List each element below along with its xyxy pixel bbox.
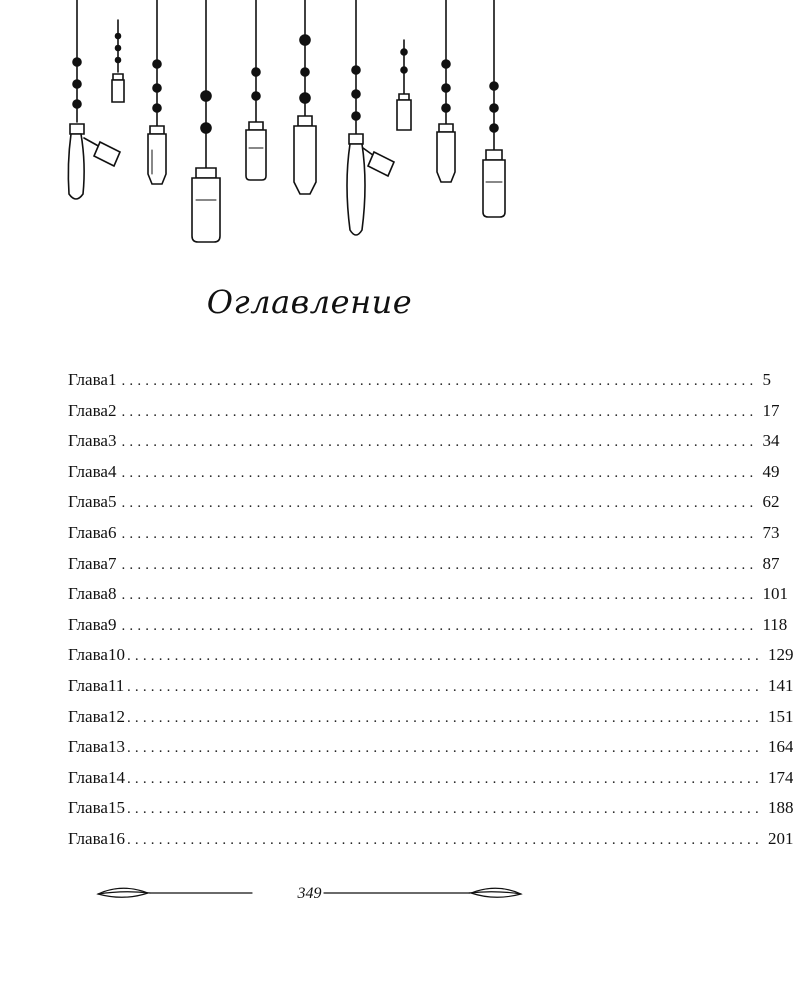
toc-chapter-number: 2 — [107, 400, 117, 420]
toc-leader-dots: ................................................................................ — [121, 525, 758, 542]
toc-chapter-word: Глава — [68, 553, 108, 573]
toc-chapter-word: Глава — [68, 614, 108, 634]
toc-chapter-word: Глава — [68, 645, 108, 665]
toc-entry — [68, 553, 780, 585]
toc-leader-dots: ................................................................................ — [126, 648, 763, 665]
toc-chapter-number: 8 — [107, 584, 117, 604]
toc-page-number: 101 — [762, 584, 788, 604]
hanging-bottles-illustration — [0, 0, 619, 250]
toc-page-number: 174 — [767, 767, 793, 787]
toc-chapter-number: 12 — [107, 706, 125, 726]
toc-leader-dots: ................................................................................ — [121, 587, 758, 604]
toc-chapter-word: Глава — [68, 767, 108, 787]
toc-page-number: 62 — [762, 492, 780, 512]
toc-entry — [68, 431, 780, 462]
toc-page-number: 201 — [767, 828, 793, 848]
toc-page-number: 151 — [767, 706, 793, 726]
toc-chapter-word: Глава — [68, 828, 108, 848]
toc-page-number: 5 — [762, 370, 771, 389]
toc-entry — [68, 798, 793, 829]
toc-entry — [68, 461, 780, 493]
toc-chapter-number: 1 — [107, 370, 117, 389]
toc-entry — [68, 706, 793, 738]
toc-chapter-word: Глава — [68, 584, 108, 604]
toc-chapter-number: 15 — [107, 798, 125, 818]
toc-chapter-number: 14 — [107, 767, 125, 787]
toc-page-number: 118 — [762, 614, 788, 634]
toc-entry — [68, 522, 780, 554]
toc-chapter-number: 3 — [107, 431, 117, 451]
toc-chapter-word: Глава — [68, 706, 108, 726]
toc-page-number: 49 — [762, 461, 780, 481]
toc-leader-dots: ................................................................................ — [121, 617, 758, 634]
toc-leader-dots: ................................................................................ — [121, 556, 758, 573]
toc-page-number: 17 — [762, 400, 780, 420]
page-number: 349 — [297, 885, 322, 902]
toc-entry — [68, 400, 780, 432]
toc-entry — [68, 767, 793, 799]
toc-page-number: 34 — [762, 431, 780, 451]
toc-chapter-number: 10 — [107, 645, 125, 665]
toc-leader-dots: ................................................................................ — [126, 770, 763, 787]
toc-entry — [68, 645, 793, 676]
toc-chapter-number: 6 — [107, 522, 117, 542]
toc-chapter-word: Глава — [68, 675, 108, 695]
toc-chapter-word: Глава — [68, 431, 108, 451]
toc-chapter-number: 7 — [107, 553, 117, 573]
table-of-contents — [68, 370, 793, 860]
toc-leader-dots: ................................................................................ — [121, 403, 758, 420]
toc-leader-dots: ................................................................................ — [121, 495, 758, 512]
toc-entry — [68, 370, 771, 401]
toc-entry — [68, 737, 793, 768]
toc-page-number: 188 — [767, 798, 793, 818]
toc-entry — [68, 584, 788, 615]
toc-leader-dots: ................................................................................ — [121, 464, 758, 481]
toc-chapter-number: 16 — [107, 828, 125, 848]
toc-page-number: 141 — [767, 675, 793, 695]
toc-chapter-word: Глава — [68, 400, 108, 420]
toc-chapter-number: 11 — [107, 675, 125, 695]
toc-chapter-word: Глава — [68, 798, 108, 818]
toc-entry — [68, 492, 780, 523]
toc-leader-dots: ................................................................................ — [121, 434, 758, 451]
toc-chapter-number: 5 — [107, 492, 117, 512]
toc-leader-dots: ................................................................................ — [126, 831, 763, 848]
toc-entry — [68, 675, 793, 707]
toc-leader-dots: ................................................................................ — [126, 801, 763, 818]
toc-page-number: 164 — [767, 737, 793, 757]
toc-entry — [68, 614, 788, 646]
toc-entry — [68, 828, 793, 860]
page-title: Оглавление — [206, 283, 413, 321]
toc-chapter-number: 4 — [107, 461, 117, 481]
toc-chapter-word: Глава — [68, 370, 108, 389]
toc-page-number: 73 — [762, 522, 780, 542]
toc-chapter-word: Глава — [68, 461, 108, 481]
toc-leader-dots: ................................................................................ — [121, 373, 758, 389]
toc-chapter-number: 9 — [107, 614, 117, 634]
toc-chapter-word: Глава — [68, 492, 108, 512]
toc-page-number: 129 — [767, 645, 793, 665]
toc-page-number: 87 — [762, 553, 780, 573]
toc-chapter-word: Глава — [68, 737, 108, 757]
toc-leader-dots: ................................................................................ — [126, 740, 763, 757]
toc-chapter-word: Глава — [68, 522, 108, 542]
toc-leader-dots: ................................................................................ — [126, 709, 763, 726]
toc-chapter-number: 13 — [107, 737, 125, 757]
toc-leader-dots: ................................................................................ — [126, 678, 763, 695]
